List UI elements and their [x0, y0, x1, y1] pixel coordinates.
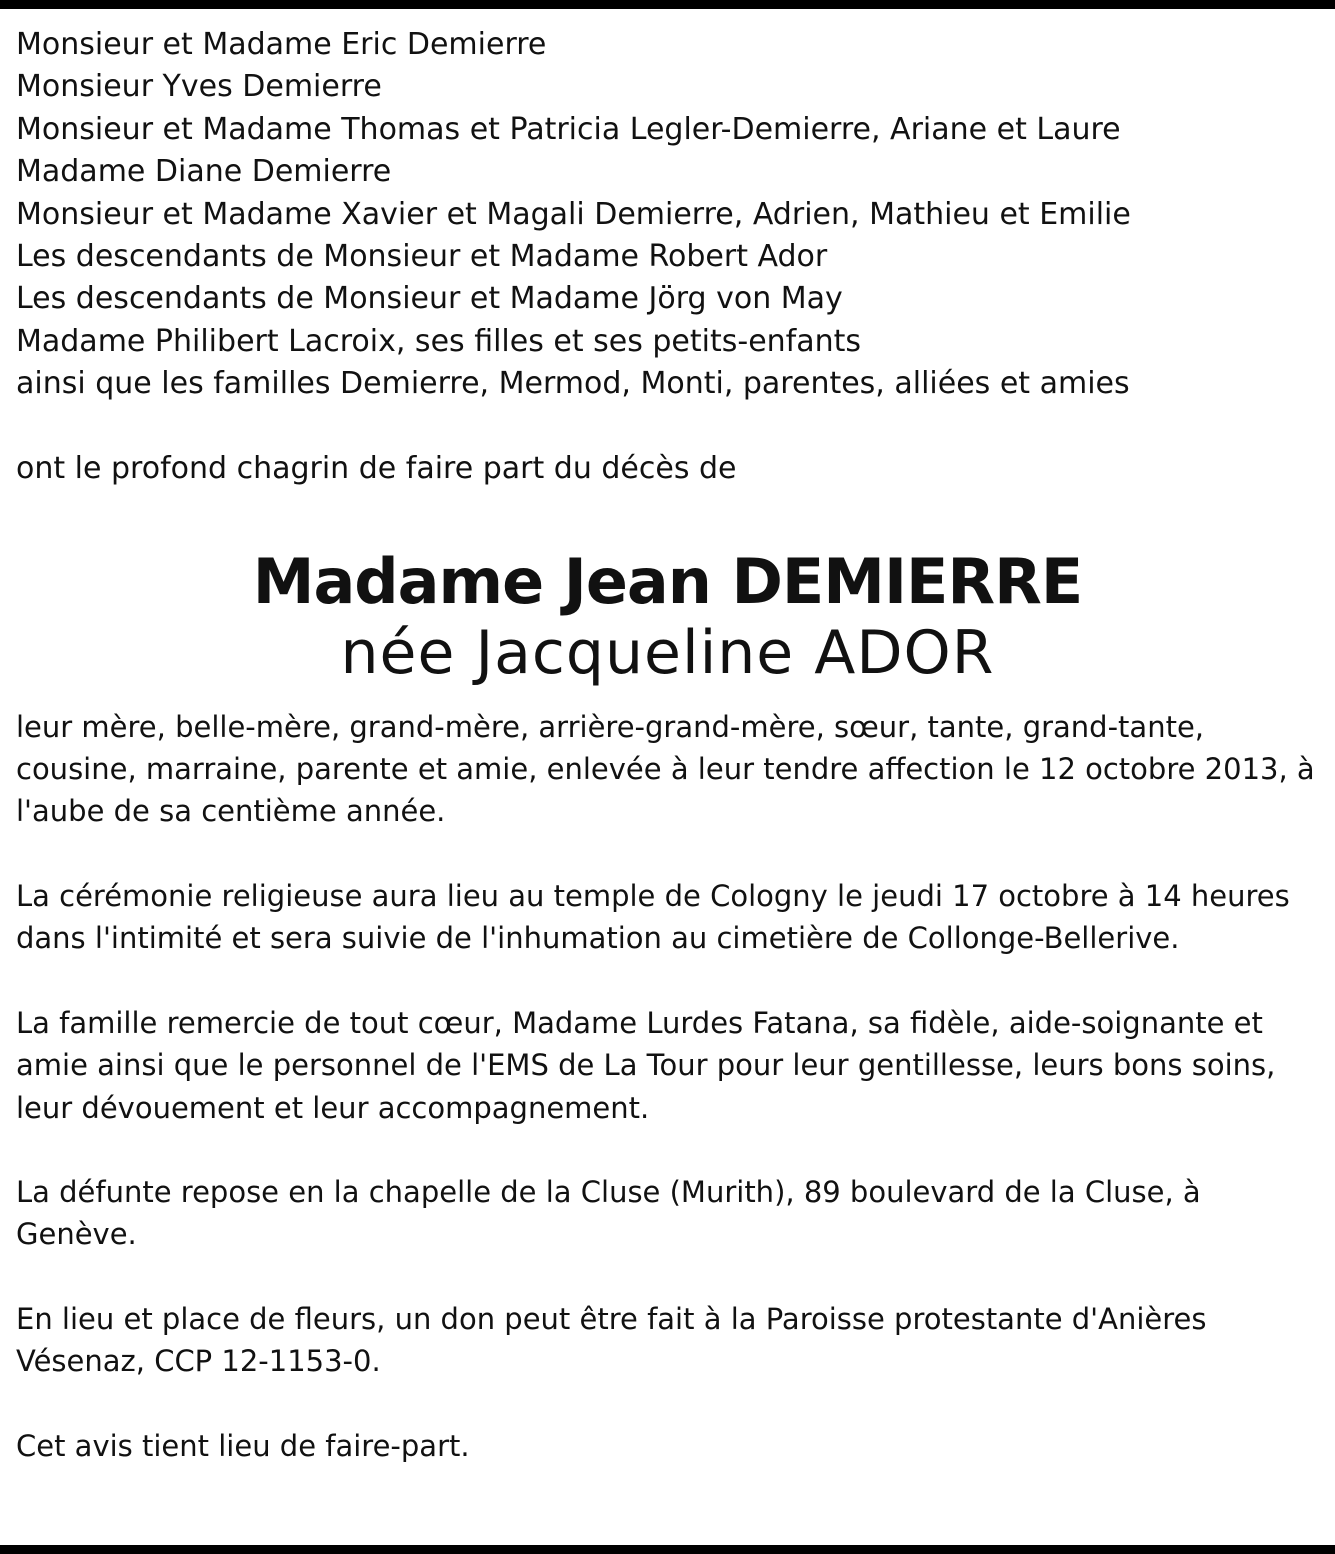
family-line: ainsi que les familles Demierre, Mermod, Monti, parentes, alliées et amies [16, 366, 1130, 402]
deceased-name-block [0, 546, 1335, 688]
deceased-name: Madame Jean DEMIERRE [252, 544, 1083, 618]
family-line: Monsieur et Madame Eric Demierre [16, 27, 547, 62]
family-line: Monsieur Yves Demierre [16, 69, 382, 105]
family-line: Monsieur et Madame Thomas et Patricia Legler-Demierre, Ariane et Laure [16, 111, 1121, 147]
family-line: Madame Philibert Lacroix, ses filles et ses petits-enfants [16, 323, 862, 359]
family-list [16, 24, 1321, 406]
family-line: Madame Diane Demierre [16, 154, 392, 190]
obituary-notice [16, 24, 1321, 1467]
thanks-paragraph: La famille remercie de tout cœur, Madame Lurdes Fatana, sa fidèle, aide-soignante et amie ainsi que le personnel de l'EMS de La Tour pour leur gentillesse, leurs bons soins, leur dévouement et leur accompagnement. [16, 1005, 1276, 1125]
closing-paragraph: Cet avis tient lieu de faire-part. [16, 1428, 470, 1463]
family-line: Les descendants de Monsieur et Madame Jörg von May [16, 281, 843, 317]
bottom-border-rule [0, 1545, 1335, 1554]
family-line: Monsieur et Madame Xavier et Magali Demierre, Adrien, Mathieu et Emilie [16, 196, 1131, 232]
ceremony-paragraph: La cérémonie religieuse aura lieu au temple de Cologny le jeudi 17 octobre à 14 heures dans l'intimité et sera suivie de l'inhumation au cimetière de Collonge-Bellerive. [16, 878, 1290, 956]
relationship-paragraph: leur mère, belle-mère, grand-mère, arrière-grand-mère, sœur, tante, grand-tante, cousine, marraine, parente et amie, enlevée à leur tendre affection le 12 octobre 2013, à l'aube de sa centième année. [16, 709, 1315, 829]
family-line: Les descendants de Monsieur et Madame Robert Ador [16, 239, 828, 275]
top-border-rule [0, 0, 1335, 9]
announcement-text: ont le profond chagrin de faire part du décès de [16, 450, 737, 486]
donation-paragraph: En lieu et place de fleurs, un don peut être fait à la Paroisse protestante d'Anières Vésenaz, CCP 12-1153-0. [16, 1301, 1207, 1379]
chapel-paragraph: La défunte repose en la chapelle de la Cluse (Murith), 89 boulevard de la Cluse, à Genève. [16, 1174, 1201, 1252]
deceased-maiden-name: née Jacqueline ADOR [340, 617, 995, 688]
